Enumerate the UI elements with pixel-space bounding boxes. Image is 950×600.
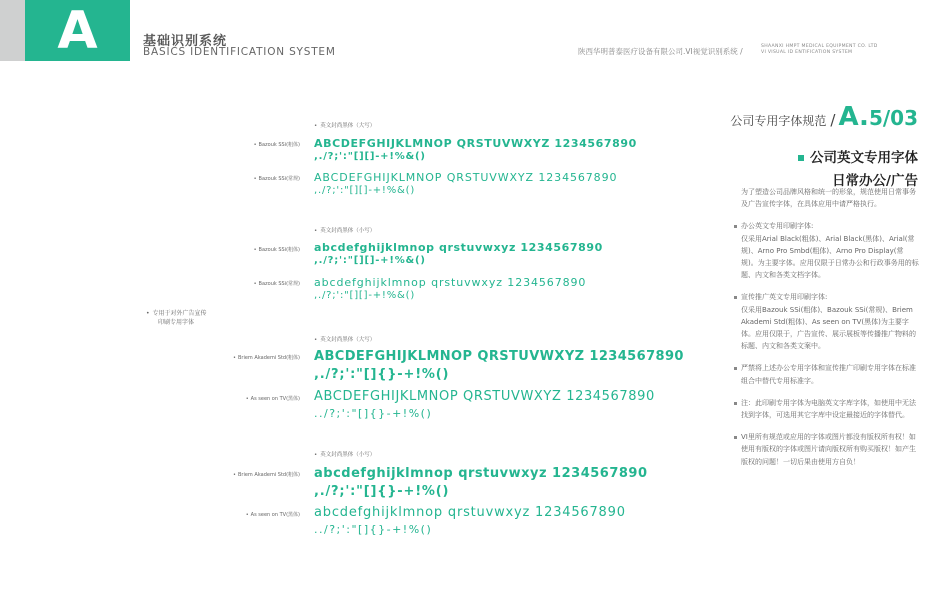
bullet-item [734,291,920,352]
section-heading [798,146,918,189]
specimen-bazouk-bold-upper-symbols: ,./?;':"[][]-+!%&() [314,151,426,162]
bullet-title: 注：此印刷专用字体为电脑英文字库字体，如使用中无法找到字体，可选用其它字库中设定最接近的字体替代。 [741,398,916,420]
bullet-title: 办公英文专用印刷字体: [741,222,814,231]
square-bullet-icon [798,155,804,161]
company-en-line1: SHAANXI HMPT MEDICAL EQUIPMENT CO. LTD [761,44,878,49]
font-name-label: • Bazouk SSi(常规) [254,280,300,287]
specimen-briem-bold-lower: abcdefghijklmnop qrstuvwxyz 1234567890 [314,466,648,481]
specimen-bazouk-regular-upper: ABCDEFGHIJKLMNOP QRSTUVWXYZ 1234567890 [314,171,618,184]
bullet-body: 仅采用Arial Black(粗体)、Arial Black(黑体)、Arial(常规)、Arno Pro Smbd(粗体)、Arno Pro Display(常规)。为主要字体。应用仅限于日常办公和行政事务用的标题、内文和各类文档字体。 [741,234,919,280]
bullet-item [734,431,920,468]
heading-line2: 日常办公/广告 [832,173,918,189]
specimen-tv-upper: ABCDEFGHIJKLMNOP QRSTUVWXYZ 1234567890 [314,389,655,404]
specimen-section-label: • 英文封尚黑体（小写） [314,450,375,458]
section-label: 公司专用字体规范 [730,114,827,128]
specimen-tv-upper-symbols: ../?;':"[]{}-+!%() [314,407,433,420]
bullet-item [734,220,920,281]
section-letter-block [25,0,130,61]
bullet-title: 宣传推广英文专用印刷字体: [741,293,828,302]
specimen-bazouk-bold-lower-symbols: ,./?;':"[][]-+!%&() [314,255,426,266]
header-gray-strip [0,0,25,61]
company-name-cn: 陕西华明普泰医疗设备有限公司.VI视觉识别系统 / [578,47,743,56]
bullet-item [734,362,920,386]
font-name-label: • Briem Akademi Std(粗体) [233,471,300,478]
specimen-bazouk-regular-upper-symbols: ,./?;':"[][]-+!%&() [314,185,416,196]
section-code-letter: A. [838,102,869,132]
group-note-line2: 印刷专用字体 [158,319,195,326]
specimen-section-label: • 英文封尚黑体（大写） [314,335,375,343]
page-title-cn: 基础识别系统 [143,34,228,49]
section-letter: A [57,0,98,61]
company-name-en [761,44,878,57]
specimen-tv-lower-symbols: ../?;':"[]{}-+!%() [314,523,433,536]
page-title-en: BASICS IDENTIFICATION SYSTEM [143,46,336,58]
company-en-line2: VI VISUAL ID ENTIFICATION SYSTEM [761,50,853,56]
font-name-label: • Bazouk SSi(粗体) [254,141,300,148]
bullet-dot-icon: • [146,310,150,317]
section-separator: / [830,111,836,129]
specimen-briem-bold-upper: ABCDEFGHIJKLMNOP QRSTUVWXYZ 1234567890 [314,349,684,364]
specimen-section-label: • 英文封尚黑体（大写） [314,121,375,129]
heading-line1: 公司英文专用字体 [810,150,918,166]
font-name-label: • As seen on TV(黑体) [246,395,300,402]
bullet-title: 严禁将上述办公专用字体和宣传推广印刷专用字体在标准组合中替代专用标准字。 [741,364,916,385]
font-name-label: • As seen on TV(黑体) [246,511,300,518]
font-name-label: • Bazouk SSi(粗体) [254,246,300,253]
specimen-bazouk-bold-lower: abcdefghijklmnop qrstuvwxyz 1234567890 [314,241,603,254]
group-note-line1: 专用于对外广告宣传 [152,310,207,317]
section-page-number: 5/03 [868,106,918,130]
bullet-title: VI里所有规范或应用的字体或图片都没有版权所有权！如使用有版权的字体或图片请向版权所有购买版权！如产生版权的问题！一切后果由使用方自负！ [741,433,916,466]
group-note [146,309,207,327]
bullet-item [734,397,920,421]
section-code [730,102,918,132]
specimen-briem-bold-upper-symbols: ,./?;':"[]{}-+!%() [314,367,450,382]
specimen-bazouk-regular-lower: abcdefghijklmnop qrstuvwxyz 1234567890 [314,276,587,289]
specimen-tv-lower: abcdefghijklmnop qrstuvwxyz 1234567890 [314,505,626,520]
font-name-label: • Bazouk SSi(常规) [254,175,300,182]
bullet-body: 仅采用Bazouk SSi(粗体)、Bazouk SSi(常规)、Briem Akademi Std(粗体)、As seen on TV(黑体)为主要字体。应用仅限于，广告宣传、展示展板等传播推广物料的标题、内文和各类文案中。 [741,305,916,351]
specimen-bazouk-bold-upper: ABCDEFGHIJKLMNOP QRSTUVWXYZ 1234567890 [314,137,637,150]
specimen-briem-bold-lower-symbols: ,./?;':"[]{}-+!%() [314,484,450,499]
specimen-bazouk-regular-lower-symbols: ,./?;':"[][]-+!%&() [314,290,416,301]
intro-paragraph: 为了塑造公司品牌风格和统一的形象，规范使用日常事务及广告宣传字体，在具体应用中请严格执行。 [741,188,916,209]
font-name-label: • Briem Akademi Std(粗体) [233,354,300,361]
specimen-section-label: • 英文封尚黑体（小写） [314,226,375,234]
description-column [734,186,920,468]
